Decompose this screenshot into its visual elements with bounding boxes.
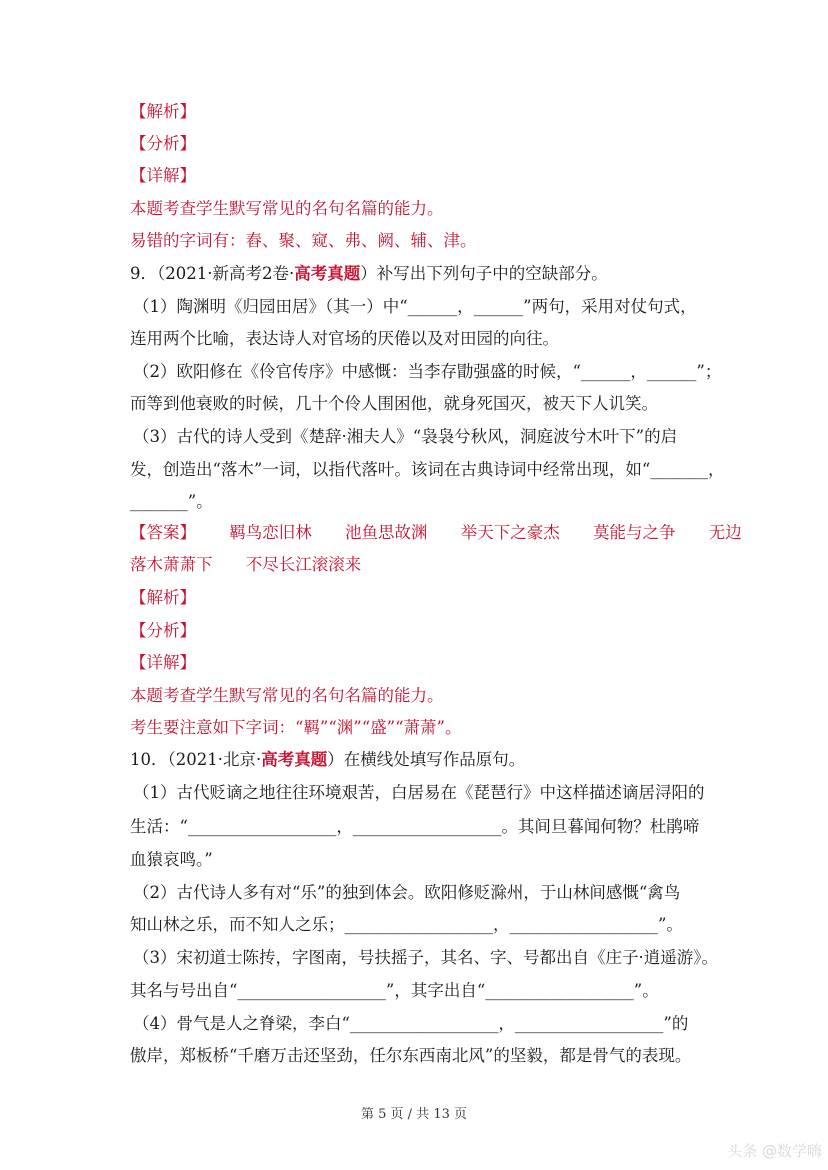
question-10-part-3-cont: 其名与号出自“__________________”，其字出自“__________________”。 [130, 981, 659, 1000]
analysis-label: 【解析】 [130, 102, 196, 121]
question-9-suffix: ）补写出下列句子中的空缺部分。 [360, 264, 608, 283]
note-words: 考生要注意如下字词：“羁”“渊”“盛”“萧萧”。 [130, 718, 462, 737]
answer-label: 【答案】 [130, 523, 196, 542]
answer-item: 不尽长江滚滚来 [245, 555, 362, 574]
answer-item: 莫能与之争 [593, 523, 676, 542]
analysis-sub-label: 【分析】 [130, 134, 196, 153]
question-9-title [130, 263, 608, 285]
answer-line-1 [130, 522, 742, 544]
question-9-part-3-end: _______”。 [130, 492, 213, 511]
analysis-label-2: 【解析】 [130, 588, 196, 607]
question-9-part-1-cont: 连用两个比喻，表达诗人对官场的厌倦以及对田园的向往。 [130, 329, 559, 348]
question-9-part-2: （2）欧阳修在《伶官传序》中感慨：当李存勖强盛的时候，“______，______”； [133, 362, 722, 381]
analysis-sub-label-2: 【分析】 [130, 621, 196, 640]
answer-item: 举天下之豪杰 [460, 523, 560, 542]
question-9-part-3: （3）古代的诗人受到《楚辞·湘夫人》“袅袅兮秋风，洞庭波兮木叶下”的启 [133, 427, 678, 446]
question-10-prefix: 10．（2021·北京· [130, 750, 262, 769]
question-10-part-2: （2）古代诗人多有对“乐”的独到体会。欧阳修贬滁州，于山林间感慨“禽鸟 [133, 883, 681, 902]
detail-label: 【详解】 [130, 166, 196, 185]
watermark: 头条 @数学嗨 [727, 1142, 822, 1160]
explanation-text: 本题考查学生默写常见的名句名篇的能力。 [130, 199, 444, 218]
question-9-part-1: （1）陶渊明《归园田居》（其一）中“______，______”两句，采用对仗句式， [133, 297, 697, 316]
page-number: 第 5 页 / 共 13 页 [361, 1107, 467, 1122]
question-9-part-3-cont: 发，创造出“落木”一词，以指代落叶。该词在古典诗词中经常出现，如“_______， [130, 460, 725, 479]
question-9-part-2-cont: 而等到他衰败的时候，几十个伶人围困他，就身死国灭，被天下人讥笑。 [130, 394, 658, 413]
explanation-text-2: 本题考查学生默写常见的名句名篇的能力。 [130, 686, 444, 705]
answer-item: 无边 [708, 523, 742, 542]
question-10-title [130, 749, 525, 771]
question-10-part-4-cont: 傲岸，郑板桥“千磨万击还坚劲，任尔东西南北风”的坚毅，都是骨气的表现。 [130, 1046, 692, 1065]
question-9-prefix: 9．（2021·新高考2卷· [130, 264, 295, 283]
question-10-part-2-cont: 知山林之乐，而不知人之乐；__________________，__________________”。 [130, 915, 683, 934]
answer-item: 落木萧萧下 [130, 555, 213, 574]
question-10-part-3: （3）宋初道士陈抟，字图南，号扶摇子，其名、字、号都出自《庄子·逍遥游》。 [133, 948, 718, 967]
question-10-part-4: （4）骨气是人之脊梁，李白“__________________，__________________”的 [133, 1014, 689, 1033]
detail-label-2: 【详解】 [130, 653, 196, 672]
answer-item: 池鱼思故渊 [345, 523, 428, 542]
question-10-tag: 高考真题 [261, 750, 328, 769]
question-10-part-1-cont: 生活：“__________________，__________________。其间旦暮闻何物？杜鹃啼 [130, 817, 700, 836]
error-prone-words: 易错的字词有：舂、聚、窥、弗、阙、辅、津。 [130, 231, 477, 250]
answer-line-2 [130, 554, 389, 576]
question-9-tag: 高考真题 [294, 264, 361, 283]
question-10-part-1: （1）古代贬谪之地往往环境艰苦，白居易在《琵琶行》中这样描述谪居浔阳的 [133, 783, 705, 802]
answer-item: 羁鸟恋旧林 [229, 523, 312, 542]
question-10-part-1-end: 血猿哀鸣。” [130, 850, 213, 869]
question-10-suffix: ）在横线处填写作品原句。 [327, 750, 526, 769]
